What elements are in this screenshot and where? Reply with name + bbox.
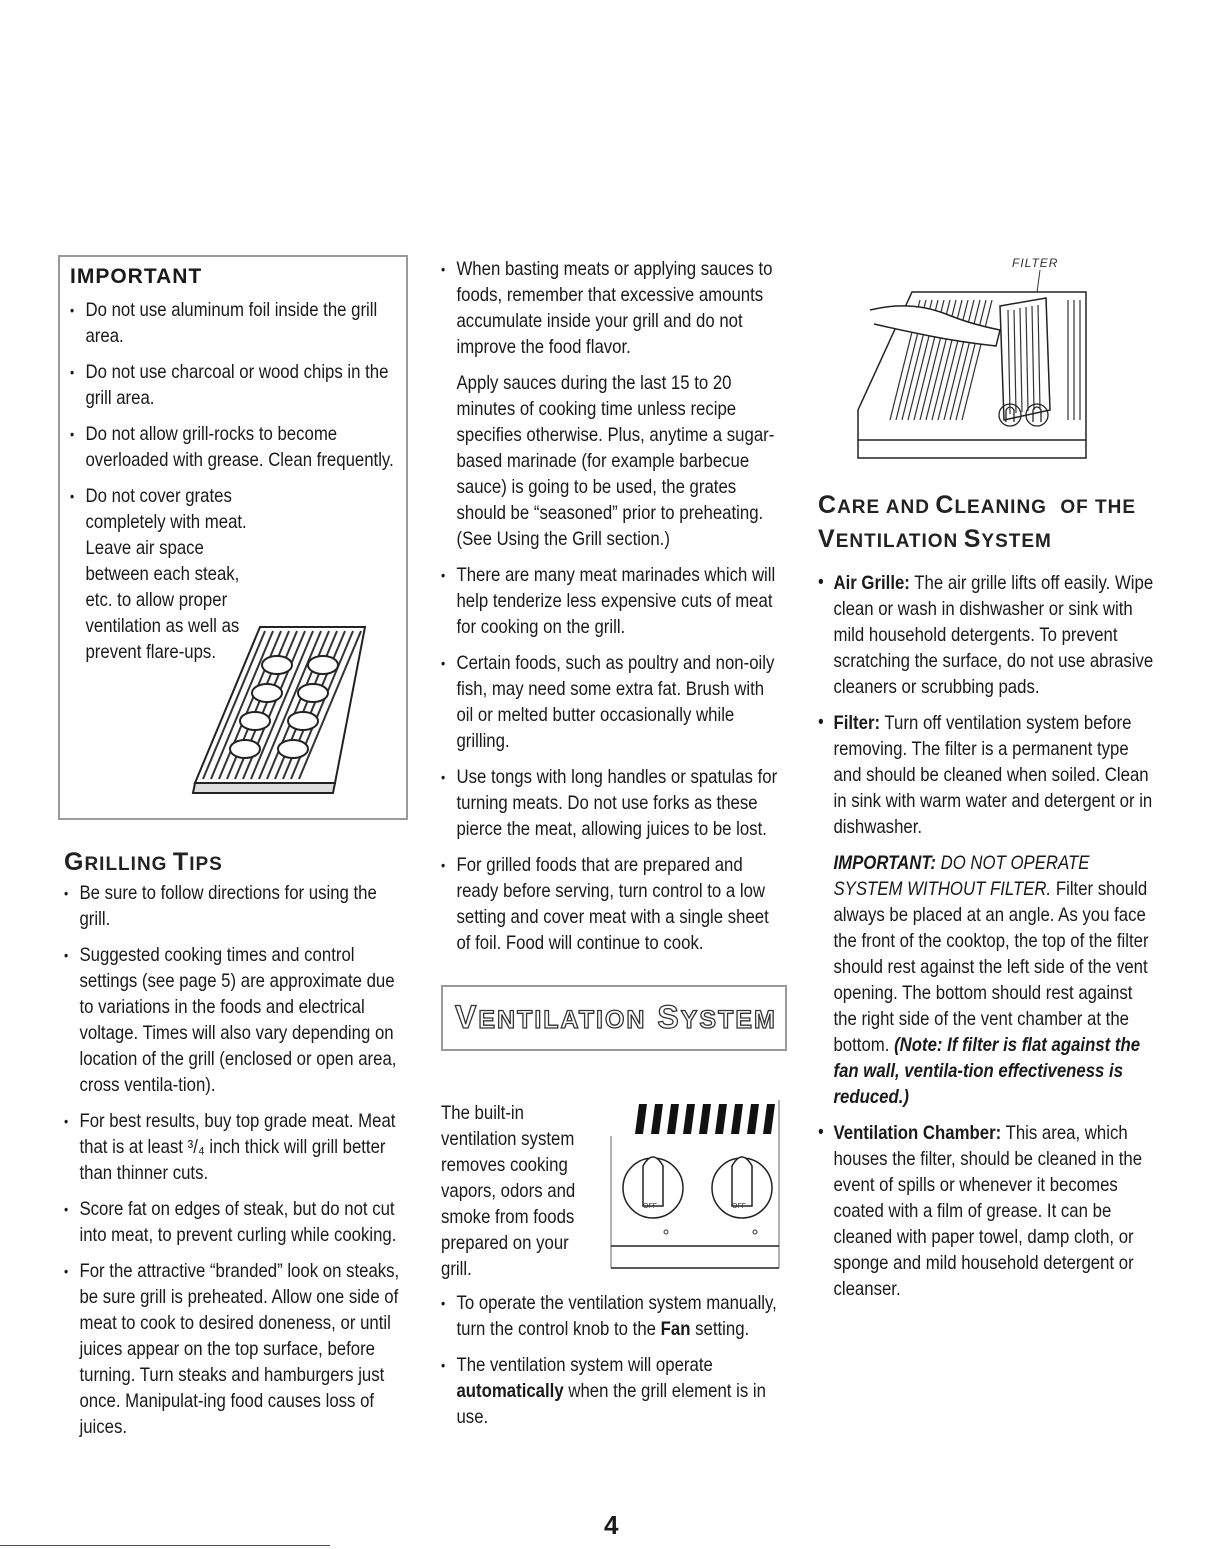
grilling-tips-list	[64, 880, 408, 1450]
ventilation-list	[441, 1290, 785, 1440]
ventilation-title-box	[441, 985, 787, 1051]
filter-label: FILTER	[1012, 256, 1059, 270]
care-item-air-grille: • Air Grille: The air grille lifts off easily. Wipe clean or wash in dishwasher or sink with mild household detergents. To prevent scratching the surface, do not use abrasive cleaners or scrubbing pads.	[818, 570, 1158, 700]
important-item-4: • Do not cover grates completely with meat. Leave air space between each steak, etc. to allow proper ventilation as well as prevent flare-ups.	[70, 483, 249, 665]
grill-grate-illustration	[185, 625, 370, 805]
important-title: IMPORTANT	[70, 265, 203, 288]
important-content	[70, 265, 460, 675]
middle-tip-5: • For grilled foods that are prepared and ready before serving, turn control to a low setting and cover meat with a single sheet of foil. Food will continue to cook.	[441, 852, 785, 956]
grilling-tips-heading: GRILLING TIPS	[64, 848, 223, 876]
grilling-tip-1: • Be sure to follow directions for using the grill.	[64, 880, 408, 932]
middle-tip-4: • Use tongs with long handles or spatulas for turning meats. Do not use forks as these pierce the meat, allowing juices to be lost.	[441, 764, 785, 842]
grilling-tip-3: • For best results, buy top grade meat. Meat that is at least ³/₄ inch thick will grill better than thinner cuts.	[64, 1108, 408, 1186]
filter-illustration	[850, 270, 1090, 465]
middle-tips-list	[441, 256, 785, 966]
control-knobs-illustration	[607, 1096, 782, 1271]
page-number: 4	[604, 1510, 619, 1540]
ventilation-item-1: • To operate the ventilation system manually, turn the control knob to the Fan setting.	[441, 1290, 785, 1342]
important-list	[70, 297, 414, 665]
middle-tip-1: • When basting meats or applying sauces to foods, remember that excessive amounts accumulate inside your grill and do not improve the food flavor. Apply sauces during the last 15 to 20 minutes of cooking time unless recipe specifies otherwise. Plus, anytime a sugar-based marinade (for example barbecue sauce) is going to be used, the grates should be “seasoned” prior to preheating. (See Using the Grill section.)	[441, 256, 785, 552]
knob-off-label-2: OFF	[732, 1203, 746, 1210]
ventilation-item-2: • The ventilation system will operate automatically when the grill element is in use.	[441, 1352, 785, 1430]
care-item-chamber: • Ventilation Chamber: This area, which houses the filter, should be cleaned in the event of spills or whenever it becomes coated with a film of grease. It can be cleaned with paper towel, damp cloth, or sponge and mild household detergent or cleanser.	[818, 1120, 1158, 1302]
grilling-tip-4: • Score fat on edges of steak, but do not cut into meat, to prevent curling while cooking.	[64, 1196, 408, 1248]
grilling-tip-2: • Suggested cooking times and control settings (see page 5) are approximate due to variations in the foods and electrical voltage. Times will also vary depending on location of the grill (enclosed or open area, cross ventila-tion).	[64, 942, 408, 1098]
care-item-filter: • Filter: Turn off ventilation system before removing. The filter is a permanent type and should be cleaned when soiled. Clean in sink with warm water and detergent or in dishwasher. IMPORTANT: DO NOT OPERATE SYSTEM WITHOUT FILTER. Filter should always be placed at an angle. As you face the front of the cooktop, the top of the filter should rest against the left side of the vent opening. The bottom should rest against the right side of the vent chamber at the bottom. (Note: If filter is flat against the fan wall, ventila-tion effectiveness is reduced.)	[818, 710, 1158, 1110]
footer-rule	[0, 1545, 330, 1546]
important-box	[58, 255, 408, 820]
important-item-3: • Do not allow grill-rocks to become overloaded with grease. Clean frequently.	[70, 421, 414, 473]
important-item-1: • Do not use aluminum foil inside the grill area.	[70, 297, 414, 349]
ventilation-intro: The built-in ventilation system removes cooking vapors, odors and smoke from foods prepared on your grill.	[441, 1102, 576, 1280]
ventilation-title: VENTILATION SYSTEM	[455, 999, 777, 1035]
knob-off-label-1: OFF	[643, 1203, 657, 1210]
important-item-2: • Do not use charcoal or wood chips in the grill area.	[70, 359, 414, 411]
grilling-tip-5: • For the attractive “branded” look on steaks, be sure grill is preheated. Allow one side of meat to cook to desired doneness, or until juices appear on the top surface, before turning. Turn steaks and hamburgers just once. Manipulat-ing food causes loss of juices.	[64, 1258, 408, 1440]
care-heading: CARE AND CLEANING OF THE VENTILATION SYSTEM	[818, 491, 1137, 553]
middle-tip-3: • Certain foods, such as poultry and non-oily fish, may need some extra fat. Brush with oil or melted butter occasionally while grilling.	[441, 650, 785, 754]
care-list	[818, 570, 1158, 1312]
middle-tip-2: • There are many meat marinades which will help tenderize less expensive cuts of meat for cooking on the grill.	[441, 562, 785, 640]
